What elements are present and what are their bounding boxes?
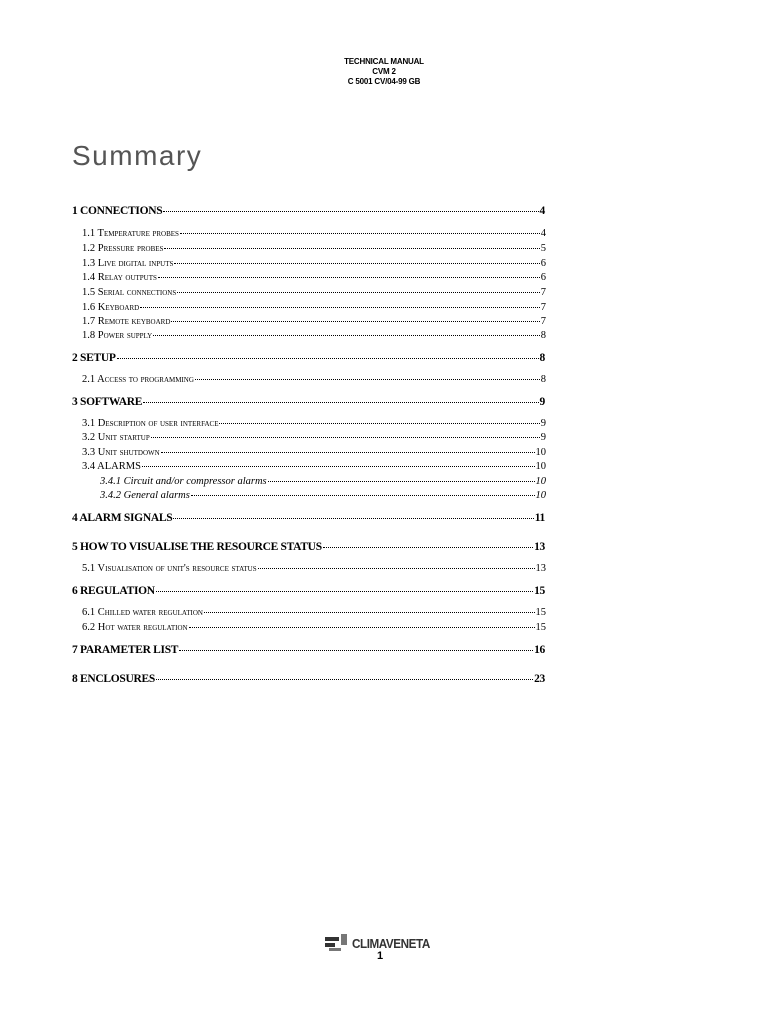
- toc-page: 23: [534, 673, 545, 686]
- header-code: C 5001 CV/04-99 GB: [347, 77, 421, 86]
- toc-entry[interactable]: [82, 301, 546, 313]
- toc-leader: [151, 429, 540, 438]
- header-model: CVM 2: [372, 67, 396, 76]
- toc-label: 1.6 Keyboard: [82, 302, 140, 314]
- toc-label: 6 REGULATION: [72, 585, 155, 598]
- toc-label: 1.5 Serial connections: [82, 287, 177, 299]
- toc-label: 1.3 Live digital inputs: [82, 258, 174, 270]
- toc-leader: [204, 604, 535, 613]
- toc-label: 1.4 Relay outputs: [82, 272, 157, 284]
- toc-page: 11: [534, 512, 545, 525]
- toc-label: 3.4.1 Circuit and/or compressor alarms: [100, 476, 267, 488]
- toc-label: 5.1 Visualisation of unit's resource status: [82, 563, 257, 575]
- toc-entry[interactable]: [82, 621, 546, 633]
- toc-entry[interactable]: [72, 204, 545, 217]
- toc-leader: [180, 225, 540, 234]
- toc-leader: [163, 202, 538, 212]
- page-title: Summary: [72, 140, 203, 171]
- toc-entry[interactable]: [72, 395, 545, 408]
- toc-label: 3.1 Description of user interface: [82, 418, 219, 430]
- toc-leader: [173, 509, 533, 519]
- toc-page: 8: [540, 330, 546, 342]
- toc-entry[interactable]: [82, 431, 546, 443]
- toc-label: 3 SOFTWARE: [72, 396, 143, 409]
- toc-page: 15: [534, 585, 545, 598]
- toc-page: 16: [534, 644, 545, 657]
- toc-entry[interactable]: [82, 562, 546, 574]
- toc-entry[interactable]: [72, 511, 545, 524]
- toc-leader: [161, 444, 535, 453]
- header-title: TECHNICAL MANUAL: [344, 57, 424, 66]
- toc-page: 6: [540, 272, 546, 284]
- toc-page: 15: [535, 622, 546, 634]
- toc-leader: [164, 240, 539, 249]
- toc-leader: [219, 415, 539, 424]
- toc-entry[interactable]: [72, 540, 545, 553]
- toc-entry[interactable]: [82, 257, 546, 269]
- toc-leader: [171, 313, 539, 322]
- toc-page: 10: [535, 476, 546, 488]
- toc-label: 3.4 ALARMS: [82, 461, 141, 473]
- toc-entry[interactable]: [82, 286, 546, 298]
- toc-entry[interactable]: [82, 373, 546, 385]
- toc-page: 15: [535, 607, 546, 619]
- toc-entry[interactable]: [100, 475, 546, 487]
- toc-label: 8 ENCLOSURES: [72, 673, 155, 686]
- toc-page: 10: [535, 490, 546, 502]
- toc-page: 13: [535, 563, 546, 575]
- toc-entry[interactable]: [82, 417, 546, 429]
- toc-leader: [177, 284, 540, 293]
- toc-leader: [140, 299, 540, 308]
- toc-entry[interactable]: [72, 351, 545, 364]
- toc-page: 7: [540, 287, 546, 299]
- toc-label: 1.1 Temperature probes: [82, 228, 179, 240]
- toc-page: 4: [540, 228, 546, 240]
- toc-label: 5 HOW TO VISUALISE THE RESOURCE STATUS: [72, 541, 322, 554]
- toc-page: 9: [540, 432, 546, 444]
- toc-entry[interactable]: [82, 606, 546, 618]
- toc-label: 6.2 Hot water regulation: [82, 622, 188, 634]
- toc-leader: [189, 619, 535, 628]
- toc-leader: [153, 327, 540, 336]
- toc-label: 2 SETUP: [72, 352, 116, 365]
- toc-label: 2.1 Access to programming: [82, 374, 194, 386]
- toc-entry[interactable]: [72, 643, 545, 656]
- toc-leader: [191, 487, 535, 496]
- toc-leader: [117, 349, 539, 359]
- toc-label: 1 CONNECTIONS: [72, 205, 163, 218]
- toc-page: 5: [540, 243, 546, 255]
- toc-label: 6.1 Chilled water regulation: [82, 607, 203, 619]
- toc-page: 10: [535, 461, 546, 473]
- toc-page: 8: [539, 352, 545, 365]
- toc-leader: [174, 255, 539, 264]
- toc-page: 7: [540, 302, 546, 314]
- toc-label: 1.8 Power supply: [82, 330, 153, 342]
- toc-leader: [268, 473, 535, 482]
- logo-text: CLIMAVENETA: [352, 935, 430, 951]
- toc-label: 1.7 Remote keyboard: [82, 316, 171, 328]
- toc-entry[interactable]: [100, 489, 546, 501]
- toc-leader: [195, 371, 540, 380]
- toc-entry[interactable]: [82, 315, 546, 327]
- toc-page: 13: [534, 541, 545, 554]
- toc-entry[interactable]: [72, 672, 545, 685]
- toc-entry[interactable]: [82, 227, 546, 239]
- toc-page: 10: [535, 447, 546, 459]
- toc-leader: [156, 582, 533, 592]
- page-number: 1: [376, 950, 384, 962]
- toc-entry[interactable]: [82, 271, 546, 283]
- toc-entry[interactable]: [82, 446, 546, 458]
- toc-leader: [142, 458, 535, 467]
- toc-page: 6: [540, 258, 546, 270]
- toc-leader: [143, 393, 538, 403]
- toc-label: 3.4.2 General alarms: [100, 490, 190, 502]
- toc-label: 4 ALARM SIGNALS: [72, 512, 173, 525]
- toc-label: 3.2 Unit startup: [82, 432, 150, 444]
- toc-entry[interactable]: [82, 242, 546, 254]
- toc-entry[interactable]: [82, 329, 546, 341]
- toc-page: 9: [540, 418, 546, 430]
- toc-leader: [179, 641, 533, 651]
- toc-label: 3.3 Unit shutdown: [82, 447, 160, 459]
- toc-page: 9: [539, 396, 545, 409]
- toc-label: 7 PARAMETER LIST: [72, 644, 179, 657]
- toc-entry[interactable]: [82, 460, 546, 472]
- toc-entry[interactable]: [72, 584, 545, 597]
- toc-leader: [323, 538, 533, 548]
- toc-page: 8: [540, 374, 546, 386]
- toc-leader: [258, 560, 535, 569]
- toc-label: 1.2 Pressure probes: [82, 243, 164, 255]
- toc-page: 7: [540, 316, 546, 328]
- toc-leader: [158, 269, 540, 278]
- toc-page: 4: [539, 205, 545, 218]
- toc-leader: [156, 670, 533, 680]
